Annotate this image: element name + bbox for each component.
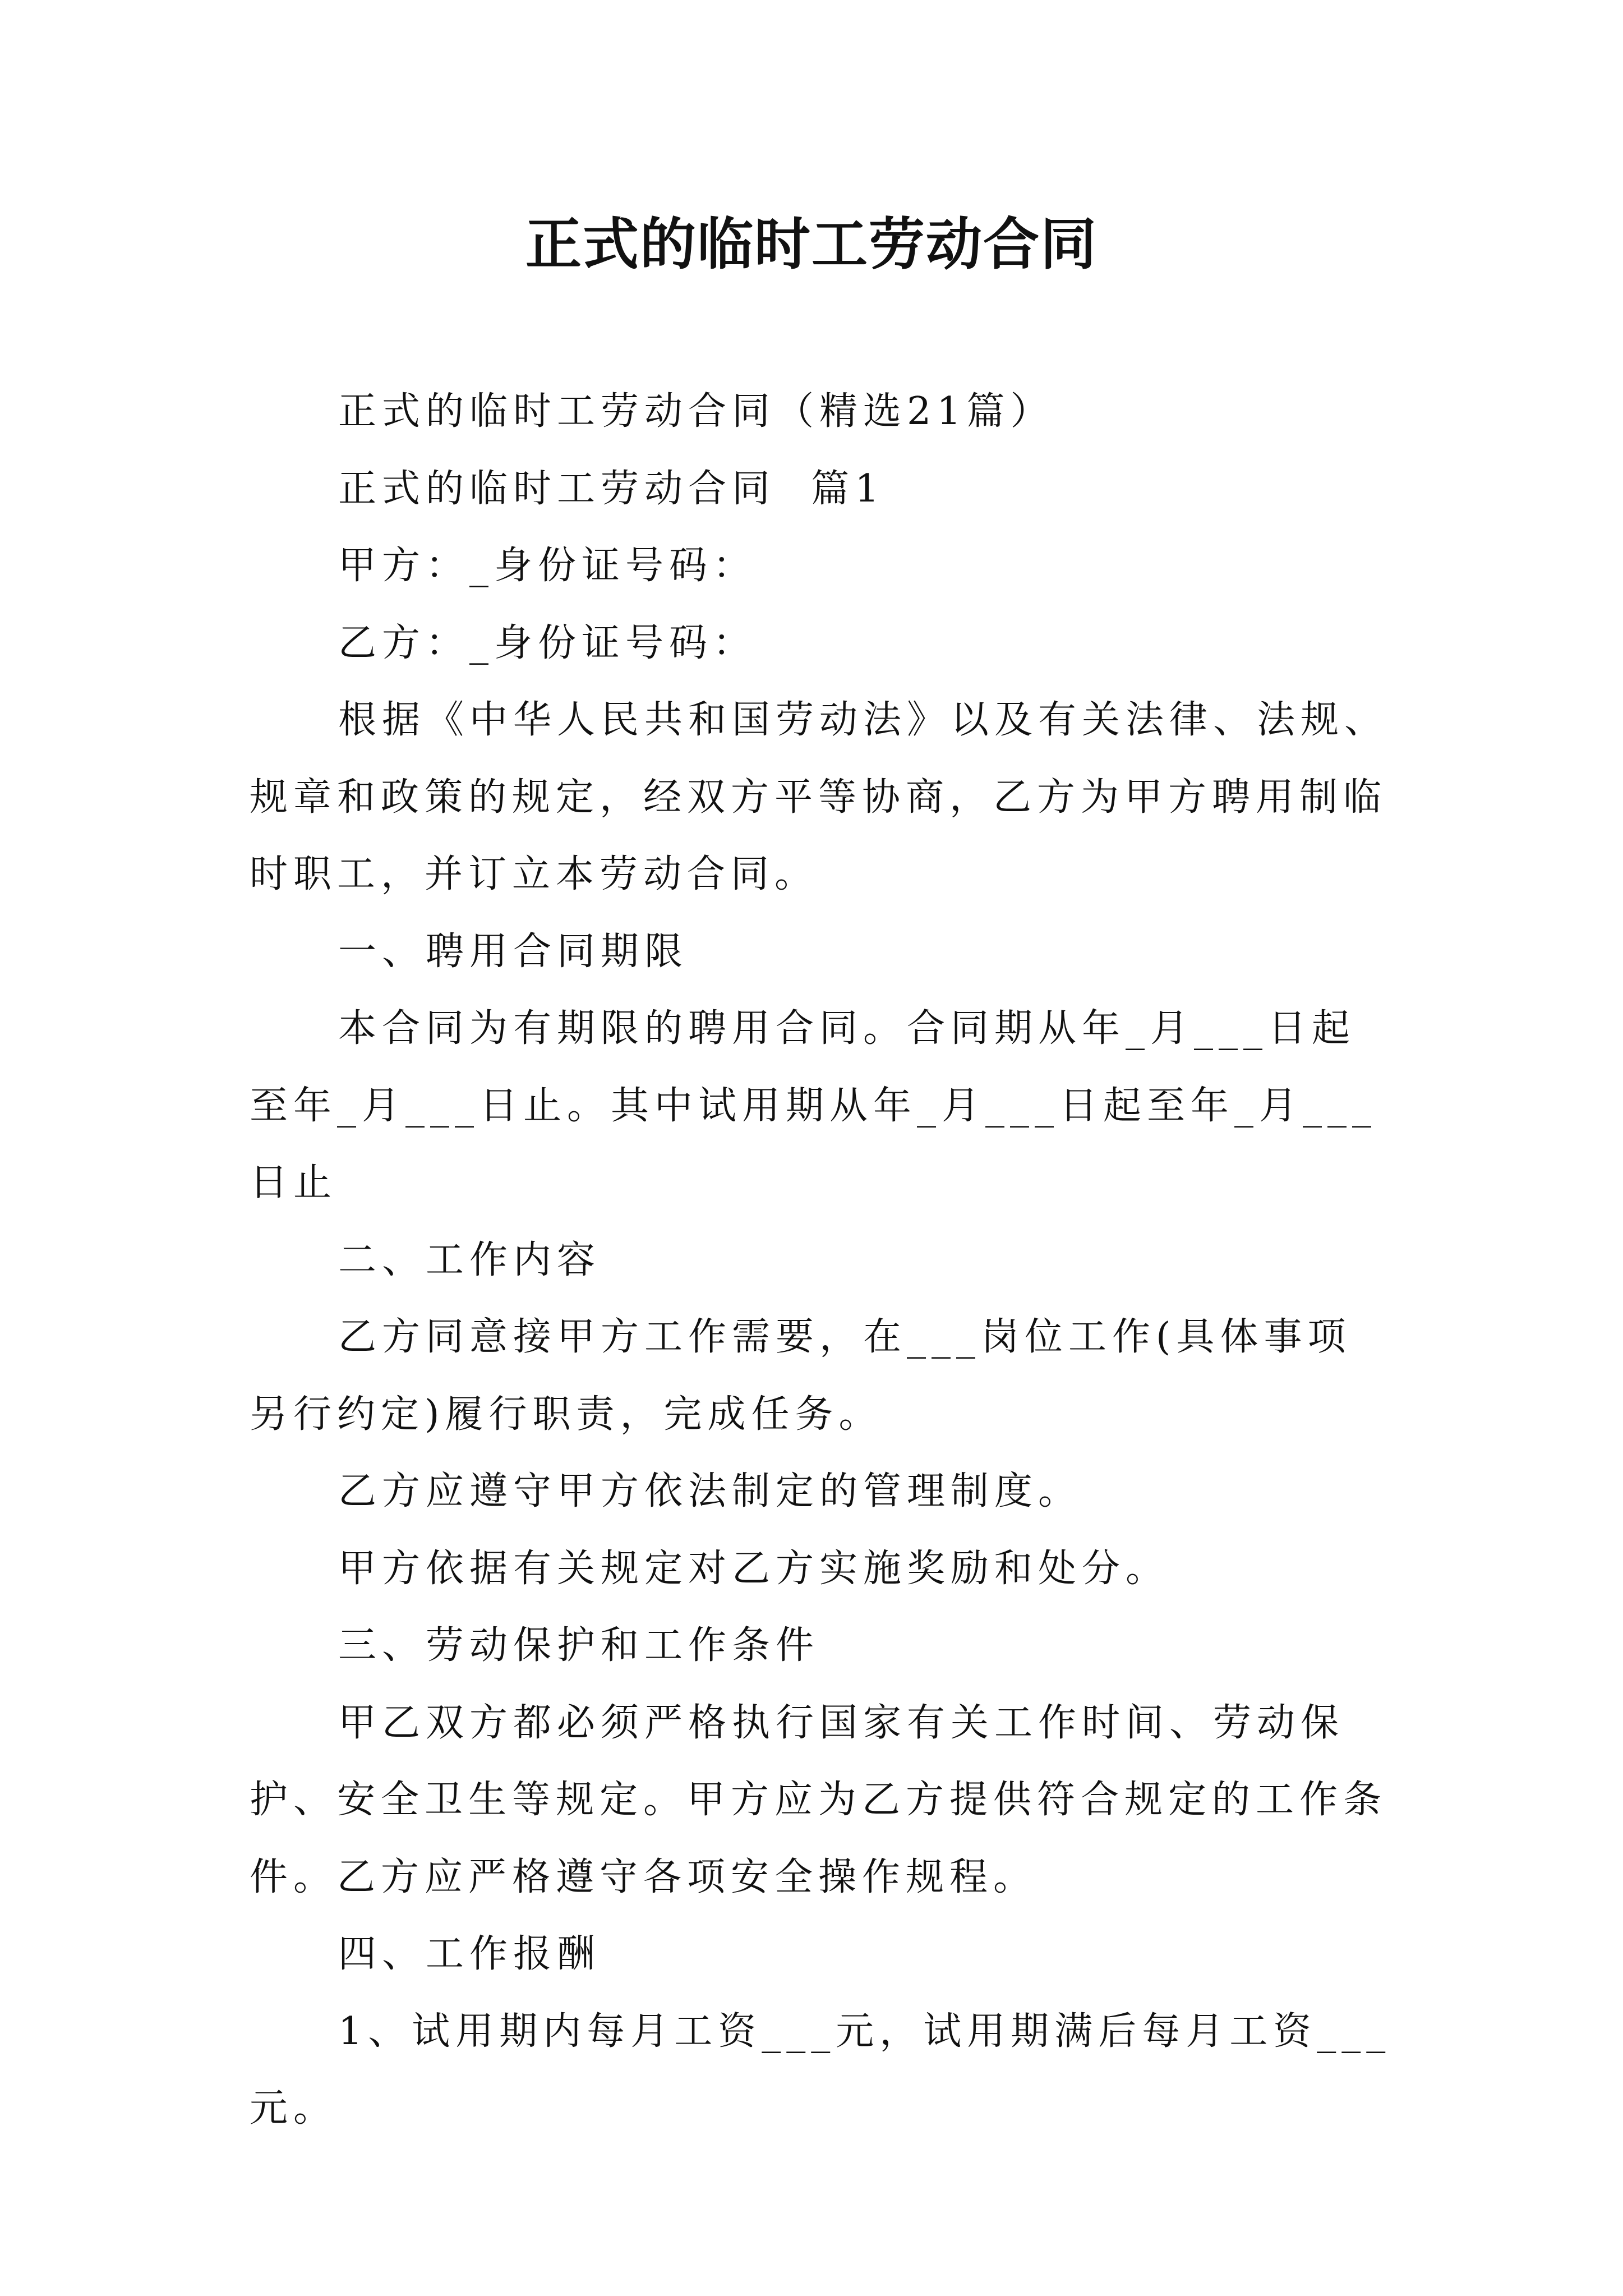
document-body <box>250 373 1394 2147</box>
section-heading-pay: 四、工作报酬 <box>338 1932 601 1976</box>
paragraph-work-content: 乙方同意接甲方工作需要，在___岗位工作(具体事项另行约定)履行职责，完成任务。 <box>250 1315 1352 1437</box>
paragraph-subtitle: 正式的临时工劳动合同（精选21篇） <box>338 389 1054 434</box>
paragraph-party-b: 乙方：_身份证号码： <box>338 620 757 665</box>
paragraph-part-heading: 正式的临时工劳动合同 篇1 <box>338 466 885 511</box>
section-heading-protection: 三、劳动保护和工作条件 <box>338 1623 820 1668</box>
paragraph-term: 本合同为有期限的聘用合同。合同期从年_月___日起至年_月___日止。其中试用期从年_月___日起至年_月___日止 <box>250 1006 1377 1205</box>
paragraph-rewards: 甲方依据有关规定对乙方实施奖励和处分。 <box>338 1546 1170 1591</box>
paragraph-preamble: 根据《中华人民共和国劳动法》以及有关法律、法规、规章和政策的规定，经双方平等协商，乙方为甲方聘用制临时职工，并订立本劳动合同。 <box>250 698 1389 896</box>
document-title: 正式的临时工劳动合同 <box>525 211 1098 277</box>
section-heading-term: 一、聘用合同期限 <box>338 929 689 974</box>
section-heading-work-content: 二、工作内容 <box>338 1237 601 1282</box>
paragraph-rules: 乙方应遵守甲方依法制定的管理制度。 <box>338 1469 1082 1513</box>
paragraph-party-a: 甲方：_身份证号码： <box>338 544 757 588</box>
paragraph-pay: 1、试用期内每月工资___元，试用期满后每月工资___元。 <box>250 2009 1391 2131</box>
paragraph-protection: 甲乙双方都必须严格执行国家有关工作时间、劳动保护、安全卫生等规定。甲方应为乙方提供符合规定的工作条件。乙方应严格遵守各项安全操作规程。 <box>250 1700 1387 1899</box>
